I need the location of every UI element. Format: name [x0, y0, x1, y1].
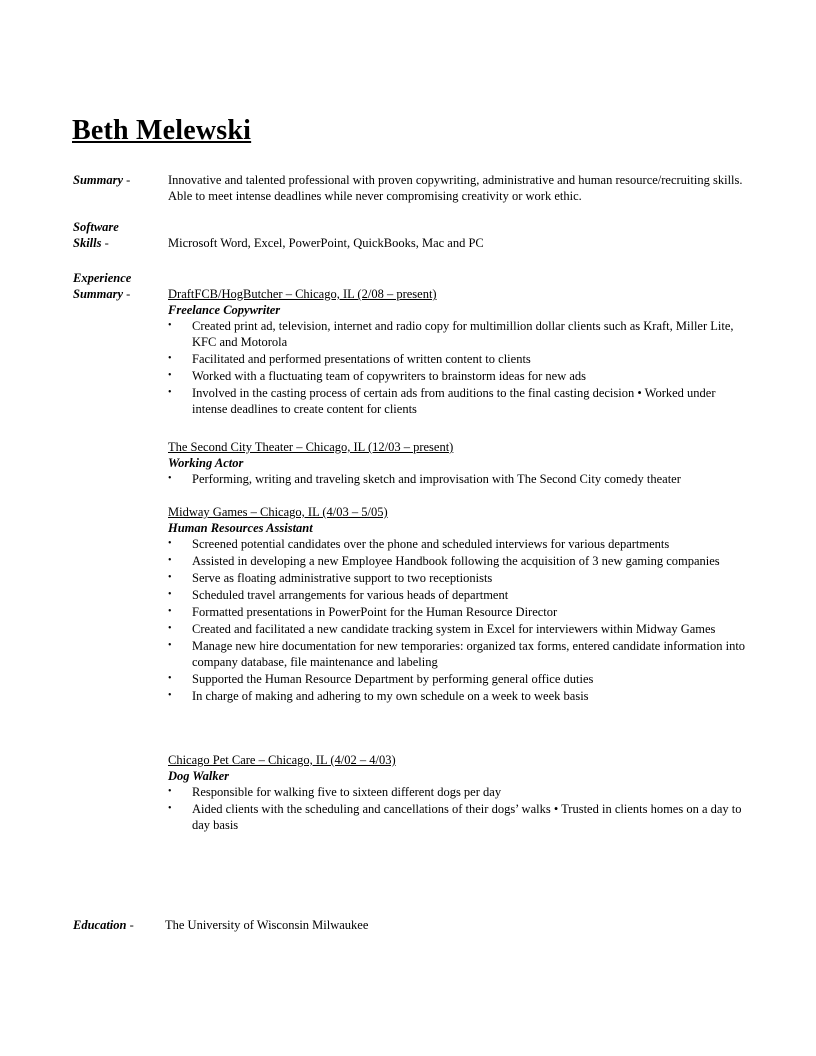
- job-role: Dog Walker: [168, 769, 229, 783]
- job-title: Chicago Pet Care – Chicago, IL (4/02 – 4/03): [168, 753, 396, 767]
- list-item: • Aided clients with the scheduling and cancellations of their dogs’ walks • Trusted in clients homes on a day to day basis: [168, 801, 748, 833]
- job-bullets: [168, 536, 748, 704]
- list-item: • Performing, writing and traveling sketch and improvisation with The Second City comedy theater: [168, 471, 748, 487]
- job-role: Human Resources Assistant: [168, 521, 313, 535]
- summary-label-dash: -: [123, 173, 131, 187]
- list-item: • Worked with a fluctuating team of copywriters to brainstorm ideas for new ads: [168, 368, 748, 384]
- job-bullets: [168, 471, 748, 487]
- experience-label-line1: Experience: [73, 271, 132, 285]
- list-item: • Scheduled travel arrangements for various heads of department: [168, 587, 748, 603]
- list-item: • Manage new hire documentation for new temporaries: organized tax forms, entered candidate information into company database, file maintenance and labeling: [168, 638, 748, 670]
- list-item: • Created and facilitated a new candidate tracking system in Excel for interviewers within Midway Games: [168, 621, 748, 637]
- list-item: • Formatted presentations in PowerPoint for the Human Resource Director: [168, 604, 748, 620]
- experience-label-line2: Summary: [73, 287, 124, 301]
- list-item: • Responsible for walking five to sixteen different dogs per day: [168, 784, 748, 800]
- experience-label-dash: -: [123, 287, 131, 301]
- list-item: • In charge of making and adhering to my own schedule on a week to week basis: [168, 688, 748, 704]
- experience-label: [73, 270, 131, 302]
- job-title: DraftFCB/HogButcher – Chicago, IL (2/08 – present): [168, 287, 437, 301]
- resume-name: Beth Melewski: [72, 115, 252, 146]
- list-item: • Facilitated and performed presentations of written content to clients: [168, 351, 748, 367]
- job-title: The Second City Theater – Chicago, IL (12/03 – present): [168, 440, 454, 454]
- software-skills-label: [73, 219, 119, 251]
- job-bullets: [168, 318, 748, 417]
- education-label-text: Education: [73, 918, 127, 932]
- software-label-line1: Software: [73, 220, 119, 234]
- software-label-dash: -: [101, 236, 109, 250]
- job-role: Working Actor: [168, 456, 244, 470]
- software-label-line2: Skills: [73, 236, 102, 250]
- job-chicago-pet-care: [168, 752, 748, 834]
- education-label: [73, 917, 134, 933]
- list-item: • Screened potential candidates over the phone and scheduled interviews for various departments: [168, 536, 748, 552]
- job-midway-games: [168, 504, 748, 705]
- list-item: • Supported the Human Resource Department by performing general office duties: [168, 671, 748, 687]
- list-item: • Created print ad, television, internet and radio copy for multimillion dollar clients such as Kraft, Miller Lite, KFC and Motorola: [168, 318, 748, 350]
- summary-label: [73, 172, 130, 188]
- list-item: • Involved in the casting process of certain ads from auditions to the final casting decision • Worked under intense deadlines to create content for clients: [168, 385, 748, 417]
- job-role: Freelance Copywriter: [168, 303, 281, 317]
- software-skills-text: Microsoft Word, Excel, PowerPoint, QuickBooks, Mac and PC: [168, 236, 484, 250]
- education-text: The University of Wisconsin Milwaukee: [165, 918, 369, 932]
- list-item: • Serve as floating administrative support to two receptionists: [168, 570, 748, 586]
- list-item: • Assisted in developing a new Employee Handbook following the acquisition of 3 new gaming companies: [168, 553, 748, 569]
- education-label-dash: -: [126, 918, 134, 932]
- job-bullets: [168, 784, 748, 833]
- summary-text: Innovative and talented professional with proven copywriting, administrative and human resource/recruiting skills. Able to meet intense deadlines while never compromising creativity or work ethic.: [168, 173, 743, 203]
- job-title: Midway Games – Chicago, IL (4/03 – 5/05): [168, 505, 388, 519]
- job-second-city: [168, 439, 748, 488]
- summary-label-text: Summary: [73, 173, 124, 187]
- job-draftfcb: [168, 286, 748, 418]
